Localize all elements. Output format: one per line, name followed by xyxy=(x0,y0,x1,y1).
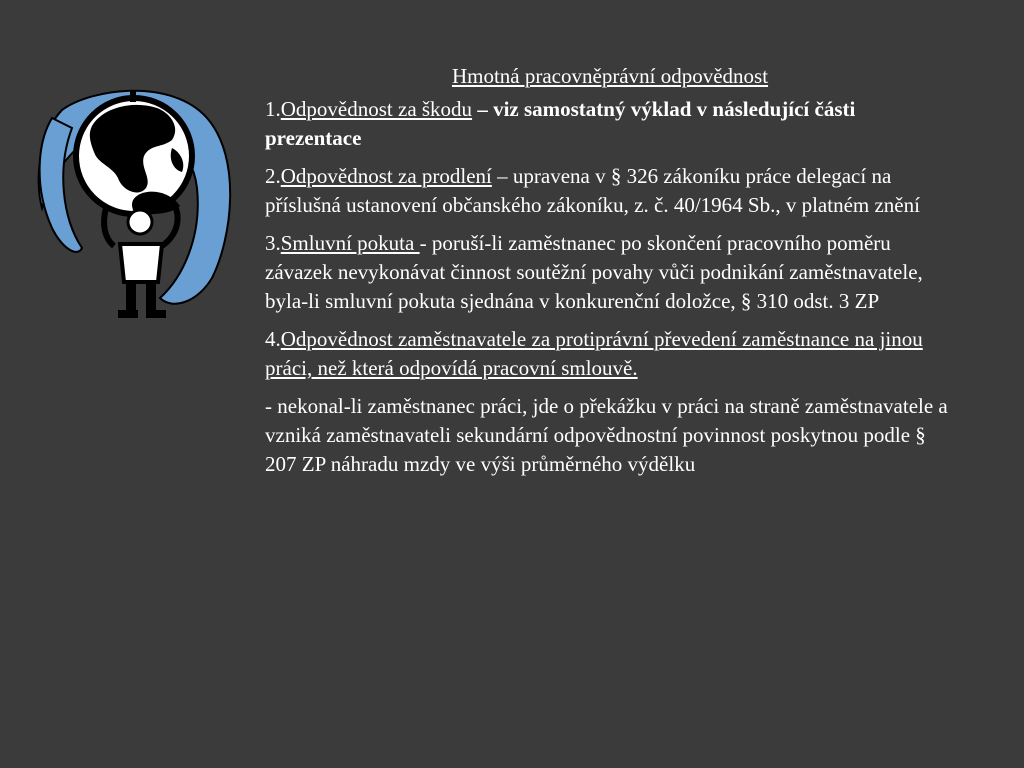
item-1 xyxy=(265,95,955,153)
person-leg-right xyxy=(146,282,156,312)
item-3-number: 3. xyxy=(265,231,281,255)
item-1-separator: – xyxy=(472,97,494,121)
slide-content xyxy=(265,62,955,488)
person-body xyxy=(120,244,162,282)
item-3-heading: Smluvní pokuta xyxy=(280,231,420,255)
slide-title: Hmotná pracovněprávní odpovědnost xyxy=(451,64,769,88)
item-2 xyxy=(265,162,955,220)
globe-pole xyxy=(130,90,136,102)
item-2-number: 2. xyxy=(265,164,281,188)
item-2-heading: Odpovědnost za prodlení xyxy=(280,164,492,188)
person-foot-right xyxy=(146,310,166,318)
item-3 xyxy=(265,229,955,316)
person-head xyxy=(128,210,152,234)
item-1-text: viz samostatný výklad v následující části prezentace xyxy=(265,97,856,150)
person-holding-globe-clipart xyxy=(22,48,244,324)
item-1-heading: Odpovědnost za škodu xyxy=(280,97,473,121)
item-1-number: 1. xyxy=(265,97,281,121)
item-2-text: – upravena v § 326 zákoníku práce delegací na příslušná ustanovení občanského zákoníku, z. č. 40/1964 Sb., v platném znění xyxy=(265,164,920,217)
person-arm-left xyxy=(104,208,114,246)
person-leg-left xyxy=(126,282,136,312)
item-3-text: - poruší-li zaměstnanec po skončení pracovního poměru závazek nevykonávat činnost soutěžní povahy vůči podnikání zaměstnavatele, byla-li smluvní pokuta sjednána v konkurenční doložce, § 310 odst. 3 ZP xyxy=(265,231,923,313)
item-4-heading: Odpovědnost zaměstnavatele za protiprávní převedení zaměstnance na jinou práci, než která odpovídá pracovní smlouvě. xyxy=(265,327,923,380)
item-4 xyxy=(265,325,955,383)
person-foot-left xyxy=(118,310,138,318)
note-paragraph: - nekonal-li zaměstnanec práci, jde o překážku v práci na straně zaměstnavatele a vzniká zaměstnavateli sekundární odpovědnostní povinnost poskytnou podle § 207 ZP náhradu mzdy ve výši průměrného výdělku xyxy=(265,394,948,476)
item-4-number: 4. xyxy=(265,327,281,351)
